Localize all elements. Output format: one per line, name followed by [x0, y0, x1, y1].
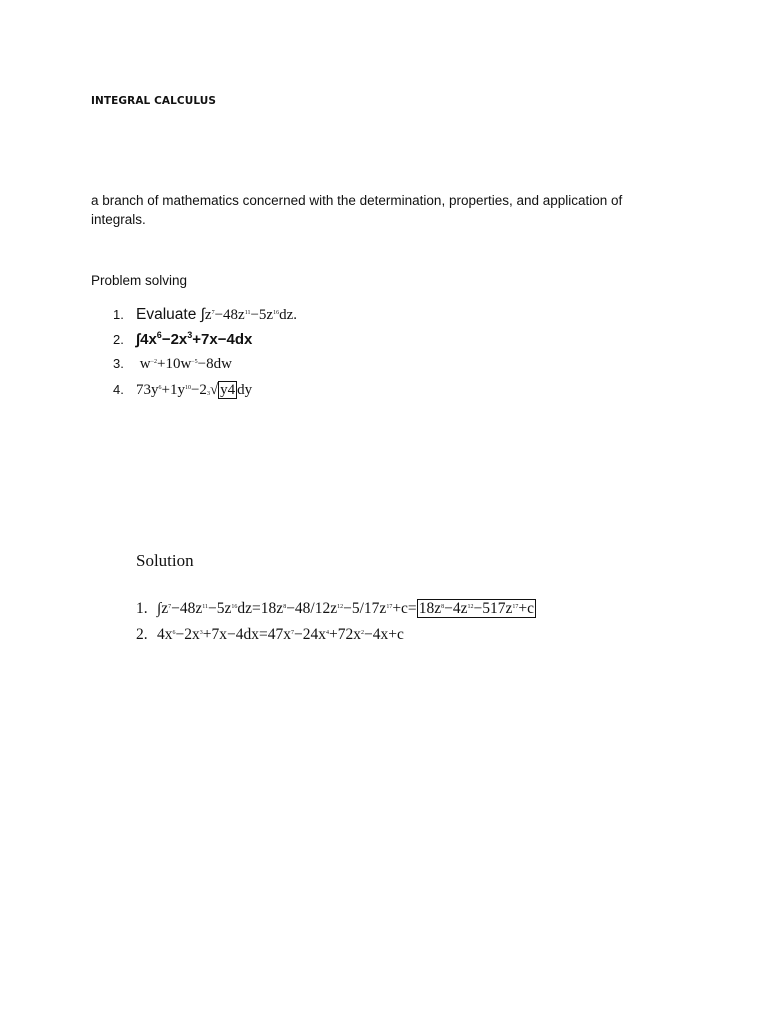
exponent: 12: [467, 604, 474, 610]
expression-term: −4z: [444, 600, 468, 617]
list-number: 2.: [136, 626, 148, 643]
exponent: 2: [360, 630, 364, 636]
expression-term: ∫4x: [136, 331, 157, 348]
solution-item-1: [136, 600, 536, 618]
exponent: 4: [325, 630, 329, 636]
exponent: 16: [231, 604, 238, 610]
integral-sign: ∫: [200, 306, 205, 323]
expression-term: dz=18z: [237, 600, 284, 617]
exponent: 10: [184, 385, 191, 391]
expression-term: −4x+c: [363, 626, 404, 643]
exponent: 3: [199, 630, 203, 636]
expression-term: 73y: [136, 382, 159, 398]
exponent: 8: [441, 604, 445, 610]
exponent: 7: [211, 310, 215, 316]
exponent: −2: [150, 359, 157, 365]
expression-term: +1y: [161, 382, 185, 398]
expression-term: −2x: [161, 331, 188, 348]
expression-term: +10w: [156, 356, 192, 372]
expression-term: +72x: [328, 626, 361, 643]
expression-term: −5z: [250, 307, 274, 323]
list-number: 4.: [113, 382, 124, 397]
expression-term: −2: [190, 382, 207, 398]
root-index: 3: [206, 391, 210, 397]
expression-term: −5z: [208, 600, 232, 617]
expression-term: −517z: [473, 600, 513, 617]
solution-item-2: [136, 626, 404, 644]
exponent: 7: [290, 630, 294, 636]
problem-prefix: Evaluate: [136, 306, 201, 323]
expression-term: z: [204, 307, 212, 323]
exponent: 11: [244, 310, 251, 316]
expression-term: +c: [518, 600, 534, 617]
expression-term: −48/12z: [286, 600, 338, 617]
definition-paragraph: a branch of mathematics concerned with the determination, properties, and application of integrals.: [91, 193, 623, 227]
solution-heading: Solution: [136, 551, 194, 570]
problem-item-1: [113, 306, 297, 324]
exponent: 6: [172, 630, 176, 636]
expression-term: −8dw: [197, 356, 232, 372]
expression-term: +7x−4dx=47x: [202, 626, 291, 643]
exponent: −5: [191, 359, 198, 365]
exponent: 6: [156, 330, 162, 340]
list-number: 1.: [136, 600, 148, 617]
exponent: 11: [202, 604, 209, 610]
expression-term: −2x: [175, 626, 200, 643]
exponent: 17: [386, 604, 393, 610]
boxed-radicand: y4: [220, 382, 236, 398]
list-number: 2.: [113, 332, 124, 347]
expression-term: ∫z: [157, 600, 169, 617]
expression-term: +c=: [392, 600, 417, 617]
problem-solving-heading: Problem solving: [91, 273, 188, 288]
exponent: 8: [283, 604, 287, 610]
expression-term: 18z: [418, 600, 442, 617]
problem-item-4: [113, 381, 252, 399]
exponent: 16: [273, 310, 280, 316]
expression-term: dz.: [279, 307, 298, 323]
expression-term: −48z: [171, 600, 203, 617]
expression-term: 4x: [157, 626, 173, 643]
expression-term: −5/17z: [343, 600, 387, 617]
problem-item-3: [113, 355, 232, 373]
radical-sign: √: [209, 382, 219, 398]
exponent: 3: [187, 330, 193, 340]
exponent: 6: [158, 385, 162, 391]
exponent: 12: [337, 604, 344, 610]
expression-term: dy: [237, 382, 253, 398]
list-number: 1.: [113, 307, 124, 322]
expression-term: −48z: [214, 307, 245, 323]
expression-term: +7x−4dx: [192, 331, 253, 348]
exponent: 7: [168, 604, 172, 610]
expression-term: −24x: [293, 626, 326, 643]
expression-term: w: [136, 356, 151, 372]
document-title: INTEGRAL CALCULUS: [91, 95, 217, 107]
list-number: 3.: [113, 356, 124, 371]
exponent: 17: [512, 604, 519, 610]
boxed-answer: [417, 599, 536, 618]
problem-item-2: [113, 331, 252, 349]
